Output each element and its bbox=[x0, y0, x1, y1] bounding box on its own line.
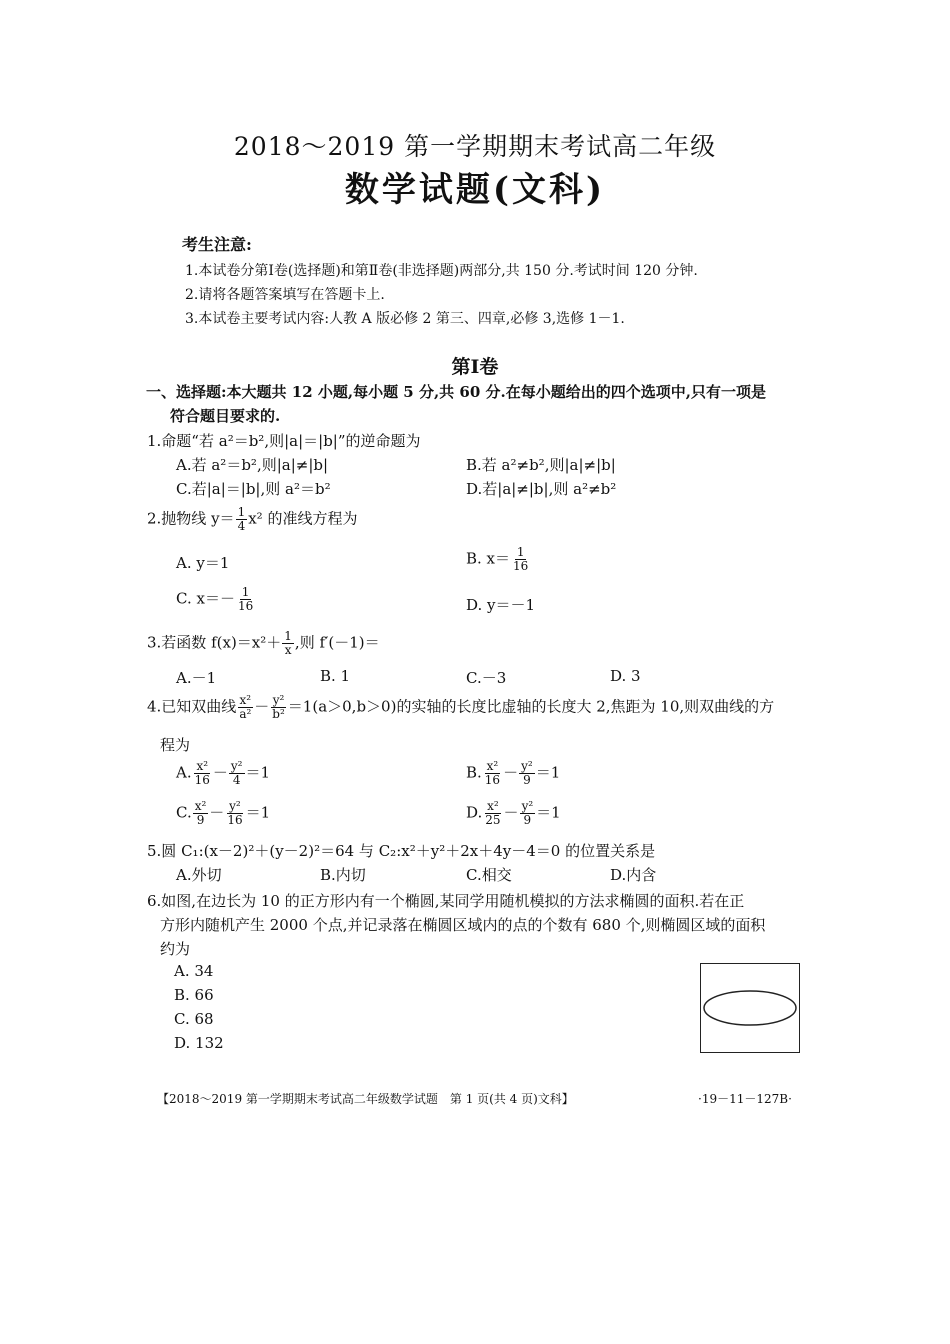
q6-stem-line3: 约为 bbox=[160, 940, 191, 958]
minus-sign: － bbox=[212, 763, 228, 782]
q4-option-b bbox=[466, 760, 560, 787]
numerator: x² bbox=[196, 759, 209, 773]
q3-option-b: B. 1 bbox=[320, 667, 351, 685]
q2-stem-post: x² 的准线方程为 bbox=[248, 509, 358, 528]
notice-heading: 考生注意: bbox=[182, 235, 252, 254]
option-label: B. bbox=[466, 763, 482, 782]
page-footer-left: 【2018～2019 第一学期期末考试高二年级数学试题 第 1 页(共 4 页)文科】 bbox=[157, 1092, 574, 1106]
q1-stem: 1.命题“若 a²＝b²,则|a|＝|b|”的逆命题为 bbox=[147, 432, 421, 450]
q2-option-d: D. y＝－1 bbox=[466, 596, 536, 614]
q3-option-d: D. 3 bbox=[610, 667, 641, 685]
part-heading: 第Ⅰ卷 bbox=[451, 356, 499, 378]
fraction-y bbox=[229, 760, 245, 787]
denominator: 4 bbox=[232, 773, 241, 787]
fraction-y bbox=[519, 760, 535, 787]
q5-option-a: A.外切 bbox=[176, 866, 222, 884]
section-instruction-line1: 一、选择题:本大题共 12 小题,每小题 5 分,共 60 分.在每小题给出的四个选项中,只有一项是 bbox=[146, 383, 766, 401]
denominator: 16 bbox=[237, 599, 254, 613]
denominator: a² bbox=[239, 707, 252, 721]
q2-option-c bbox=[176, 586, 256, 613]
q1-option-d: D.若|a|≠|b|,则 a²≠b² bbox=[466, 480, 617, 498]
option-label: D. bbox=[466, 803, 483, 822]
page-footer-code: ·19－11－127B· bbox=[698, 1092, 792, 1106]
equals-one: ＝1 bbox=[536, 803, 561, 822]
q5-stem: 5.圆 C₁:(x－2)²＋(y－2)²＝64 与 C₂:x²＋y²＋2x＋4y－4＝0 的位置关系是 bbox=[147, 842, 656, 860]
numerator: x² bbox=[239, 693, 252, 707]
q2-option-b-pre: B. x＝ bbox=[466, 549, 511, 568]
fraction-x bbox=[193, 760, 212, 787]
ellipse-diagram bbox=[701, 964, 799, 1052]
q4-stem-fraction-y bbox=[270, 694, 287, 721]
q6-option-a: A. 34 bbox=[174, 962, 214, 980]
fraction-y bbox=[225, 800, 244, 827]
exam-title-line2: 数学试题(文科) bbox=[344, 170, 606, 210]
q5-option-b: B.内切 bbox=[320, 866, 366, 884]
equals-one: ＝1 bbox=[245, 803, 271, 822]
q6-option-b: B. 66 bbox=[174, 986, 214, 1004]
numerator: y² bbox=[272, 693, 285, 707]
q3-option-a: A.－1 bbox=[176, 669, 217, 687]
numerator: 1 bbox=[237, 505, 246, 519]
section-instruction-line2: 符合题目要求的. bbox=[170, 407, 281, 425]
q6-stem-line2: 方形内随机产生 2000 个点,并记录落在椭圆区域内的点的个数有 680 个,则椭圆区域的面积 bbox=[160, 916, 766, 934]
numerator: 1 bbox=[516, 545, 525, 559]
numerator: y² bbox=[230, 759, 243, 773]
minus-sign: － bbox=[209, 803, 225, 822]
denominator: x bbox=[284, 643, 292, 657]
q2-option-c-pre: C. x＝－ bbox=[176, 589, 235, 608]
q1-option-b: B.若 a²≠b²,则|a|≠|b| bbox=[466, 456, 616, 474]
q4-stem bbox=[147, 694, 774, 721]
q4-option-c bbox=[176, 800, 270, 827]
q4-option-a bbox=[176, 760, 270, 787]
q3-stem-fraction bbox=[282, 630, 294, 657]
denominator: 9 bbox=[523, 813, 532, 827]
exam-title-line1: 2018～2019 第一学期期末考试高二年级 bbox=[233, 132, 717, 161]
denominator: 16 bbox=[513, 559, 529, 573]
denominator: 25 bbox=[485, 813, 501, 827]
notice-item-2: 2.请将各题答案填写在答题卡上. bbox=[185, 287, 385, 303]
q2-stem-fraction bbox=[236, 506, 248, 533]
fraction-x bbox=[193, 800, 209, 827]
denominator: 16 bbox=[484, 773, 501, 787]
q3-stem bbox=[147, 630, 380, 657]
q3-stem-post: ,则 f′(－1)＝ bbox=[294, 633, 380, 652]
q4-stem-fraction-x bbox=[237, 694, 253, 721]
denominator: 4 bbox=[237, 519, 246, 533]
fraction-x bbox=[483, 760, 502, 787]
q2-option-b-fraction bbox=[511, 546, 530, 573]
fraction-y bbox=[520, 800, 536, 827]
denominator: 9 bbox=[196, 813, 205, 827]
numerator: x² bbox=[487, 799, 499, 813]
denominator: 16 bbox=[194, 773, 210, 787]
q2-stem bbox=[147, 506, 357, 533]
q6-option-c: C. 68 bbox=[174, 1010, 214, 1028]
minus-sign: － bbox=[503, 763, 519, 782]
q1-option-a: A.若 a²＝b²,则|a|≠|b| bbox=[176, 456, 329, 474]
q3-stem-pre: 3.若函数 f(x)＝x²＋ bbox=[147, 633, 282, 652]
q2-stem-pre: 2.抛物线 y＝ bbox=[147, 509, 235, 528]
denominator: 9 bbox=[523, 773, 531, 787]
q5-option-c: C.相交 bbox=[466, 866, 512, 884]
numerator: x² bbox=[486, 759, 499, 773]
q3-option-c: C.－3 bbox=[466, 669, 507, 687]
q2-option-b bbox=[466, 546, 531, 573]
numerator: 1 bbox=[284, 629, 292, 643]
fraction-x bbox=[483, 800, 502, 827]
q2-option-a: A. y＝1 bbox=[176, 554, 230, 572]
q6-option-d: D. 132 bbox=[174, 1034, 224, 1052]
minus-sign: － bbox=[503, 803, 519, 822]
notice-item-1: 1.本试卷分第Ⅰ卷(选择题)和第Ⅱ卷(非选择题)两部分,共 150 分.考试时间 120 分钟. bbox=[185, 263, 698, 279]
minus-sign: － bbox=[254, 697, 270, 716]
notice-item-3: 3.本试卷主要考试内容:人教 A 版必修 2 第三、四章,必修 3,选修 1－1. bbox=[185, 311, 625, 327]
option-label: C. bbox=[176, 803, 192, 822]
q2-option-c-fraction bbox=[236, 586, 255, 613]
numerator: 1 bbox=[241, 585, 250, 599]
equals-one: ＝1 bbox=[535, 763, 561, 782]
numerator: x² bbox=[194, 799, 207, 813]
q4-stem-line2: 程为 bbox=[160, 736, 191, 754]
denominator: b² bbox=[272, 707, 285, 721]
ellipse-shape bbox=[704, 991, 796, 1025]
numerator: y² bbox=[521, 799, 534, 813]
q4-option-d bbox=[466, 800, 561, 827]
numerator: y² bbox=[521, 759, 533, 773]
q5-option-d: D.内含 bbox=[610, 866, 657, 884]
q4-stem-pre: 4.已知双曲线 bbox=[147, 697, 237, 716]
square-with-ellipse-figure bbox=[700, 963, 800, 1053]
numerator: y² bbox=[229, 799, 241, 813]
q6-stem-line1: 6.如图,在边长为 10 的正方形内有一个椭圆,某同学用随机模拟的方法求椭圆的面积.若在正 bbox=[147, 892, 745, 910]
q4-stem-post: ＝1(a＞0,b＞0)的实轴的长度比虚轴的长度大 2,焦距为 10,则双曲线的方 bbox=[287, 697, 775, 716]
equals-one: ＝1 bbox=[245, 763, 271, 782]
q1-option-c: C.若|a|＝|b|,则 a²＝b² bbox=[176, 480, 331, 498]
denominator: 16 bbox=[227, 813, 243, 827]
option-label: A. bbox=[176, 763, 192, 782]
